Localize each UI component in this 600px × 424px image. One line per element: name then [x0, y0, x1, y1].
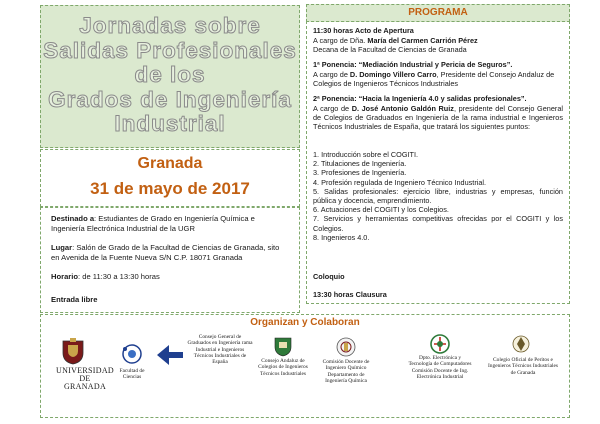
audience-text: : Estudiantes de Grado en Ingeniería Química e Ingeniería Electrónica Industrial de la UGR	[51, 214, 255, 233]
venue-paragraph	[51, 243, 289, 262]
talk1-role: , Presidente del Consejo Andaluz de Colegios de Ingenieros Técnicos Industriales	[313, 70, 555, 89]
event-title: Jornadas sobre Salidas Profesionales de los Grados de Ingeniería Industrial	[43, 13, 297, 136]
event-title-panel	[40, 5, 300, 148]
ugr-crest-icon	[59, 337, 87, 365]
list-item: 5. Salidas profesionales: ejercicio libre, industrias y empresas, función pública y docencia, emprendimiento.	[313, 186, 563, 206]
sponsors-title: Organizan y Colaboran	[250, 317, 360, 328]
talk2-title: 2ª Ponencia: “Hacia la Ingeniería 4.0 y salidas profesionales”.	[313, 94, 527, 103]
cogiti-label: Consejo General de Graduados en Ingeniería rama Industrial e Ingenieros Técnicos Industriales de España	[187, 334, 253, 366]
info-panel	[40, 207, 300, 313]
opening-role: Decana de la Facultad de Ciencias de Granada	[313, 45, 467, 54]
talk2-speaker	[313, 104, 563, 132]
list-item: 2. Titulaciones de Ingeniería.	[313, 159, 407, 169]
colegio-peritos-label: Colegio Oficial de Peritos e Ingenieros Técnicos Industriales de Granada	[488, 357, 558, 376]
quimica-label: Comisión Docente de Ingeniero Químico Departamento de Ingeniería Química	[322, 359, 370, 384]
consejo-andaluz-label: Consejo Andaluz de Colegios de Ingenieros Técnicos Industriales	[258, 358, 308, 377]
list-item: 4. Profesión regulada de Ingeniero Técnico Industrial.	[313, 177, 487, 187]
list-item: 1. Introducción sobre el COGITI.	[313, 150, 419, 159]
list-item: 8. Ingenieros 4.0.	[313, 232, 370, 242]
list-item: 6. Actuaciones del COGITI y los Colegios.	[313, 205, 449, 215]
electronica-label: Dpto. Electrónica y Tecnología de Computadores Comisión Docente de Ing. Electrónica Industrial	[408, 355, 472, 380]
talk1-title: 1ª Ponencia: “Mediación Industrial y Pericia de Seguros”.	[313, 60, 513, 69]
date-panel	[40, 149, 300, 207]
list-item: 7. Servicios y herramientas competitivas ofrecidas por el COGITI y los Colegios.	[313, 214, 563, 233]
sponsors-panel	[40, 314, 570, 418]
cogiti-logo-icon	[155, 343, 185, 367]
talk2-role: , presidente del Consejo General de Colegios de Graduados en Ingeniería de la rama industrial e Ingenieros Técnicos Industriales de España, que tratará los siguientes puntos:	[313, 104, 563, 132]
talk1-name: D. Domingo Villero Carro	[349, 70, 437, 79]
list-item: 3. Profesiones de Ingeniería.	[313, 168, 407, 178]
consejo-andaluz-icon	[274, 337, 292, 357]
talk2-points	[313, 150, 563, 242]
talk1-prefix: A cargo de	[313, 70, 350, 79]
venue-text: : Salón de Grado de la Facultad de Ciencias de Granada, sito en Avenida de la Fuente Nueva S/N C.P. 18071 Granada	[51, 243, 280, 262]
venue-label: Lugar	[51, 243, 73, 252]
talk2-prefix: A cargo de	[313, 104, 352, 113]
audience-paragraph	[51, 214, 289, 233]
ciencias-label: Facultad de Ciencias	[119, 368, 145, 381]
free-entry: Entrada libre	[51, 295, 98, 304]
colloquium: Coloquio	[313, 272, 345, 281]
event-date: 31 de mayo de 2017	[90, 179, 250, 198]
schedule-paragraph	[51, 272, 289, 282]
program-panel	[306, 21, 570, 304]
schedule-label: Horario	[51, 272, 79, 281]
ciencias-logo-icon	[121, 343, 143, 365]
audience-label: Destinado a	[51, 214, 95, 223]
event-city: Granada	[137, 155, 203, 172]
opening-prefix: A cargo de Dña.	[313, 36, 368, 45]
closing: 13:30 horas Clausura	[313, 290, 387, 299]
colegio-peritos-icon	[511, 333, 531, 355]
talk2-name: D. José Antonio Galdón Ruiz	[351, 104, 454, 113]
opening-speaker	[313, 36, 563, 45]
electronica-logo-icon	[429, 333, 451, 355]
ugr-label: UNIVERSIDAD DE GRANADA	[56, 366, 114, 391]
quimica-crest-icon	[336, 337, 356, 357]
opening-name: María del Carmen Carrión Pérez	[367, 36, 478, 45]
talk1-speaker	[313, 70, 563, 88]
schedule-text: : de 11:30 a 13:30 horas	[78, 272, 160, 281]
program-header: PROGRAMA	[306, 4, 570, 22]
opening-title: 11:30 horas Acto de Apertura	[313, 26, 414, 35]
